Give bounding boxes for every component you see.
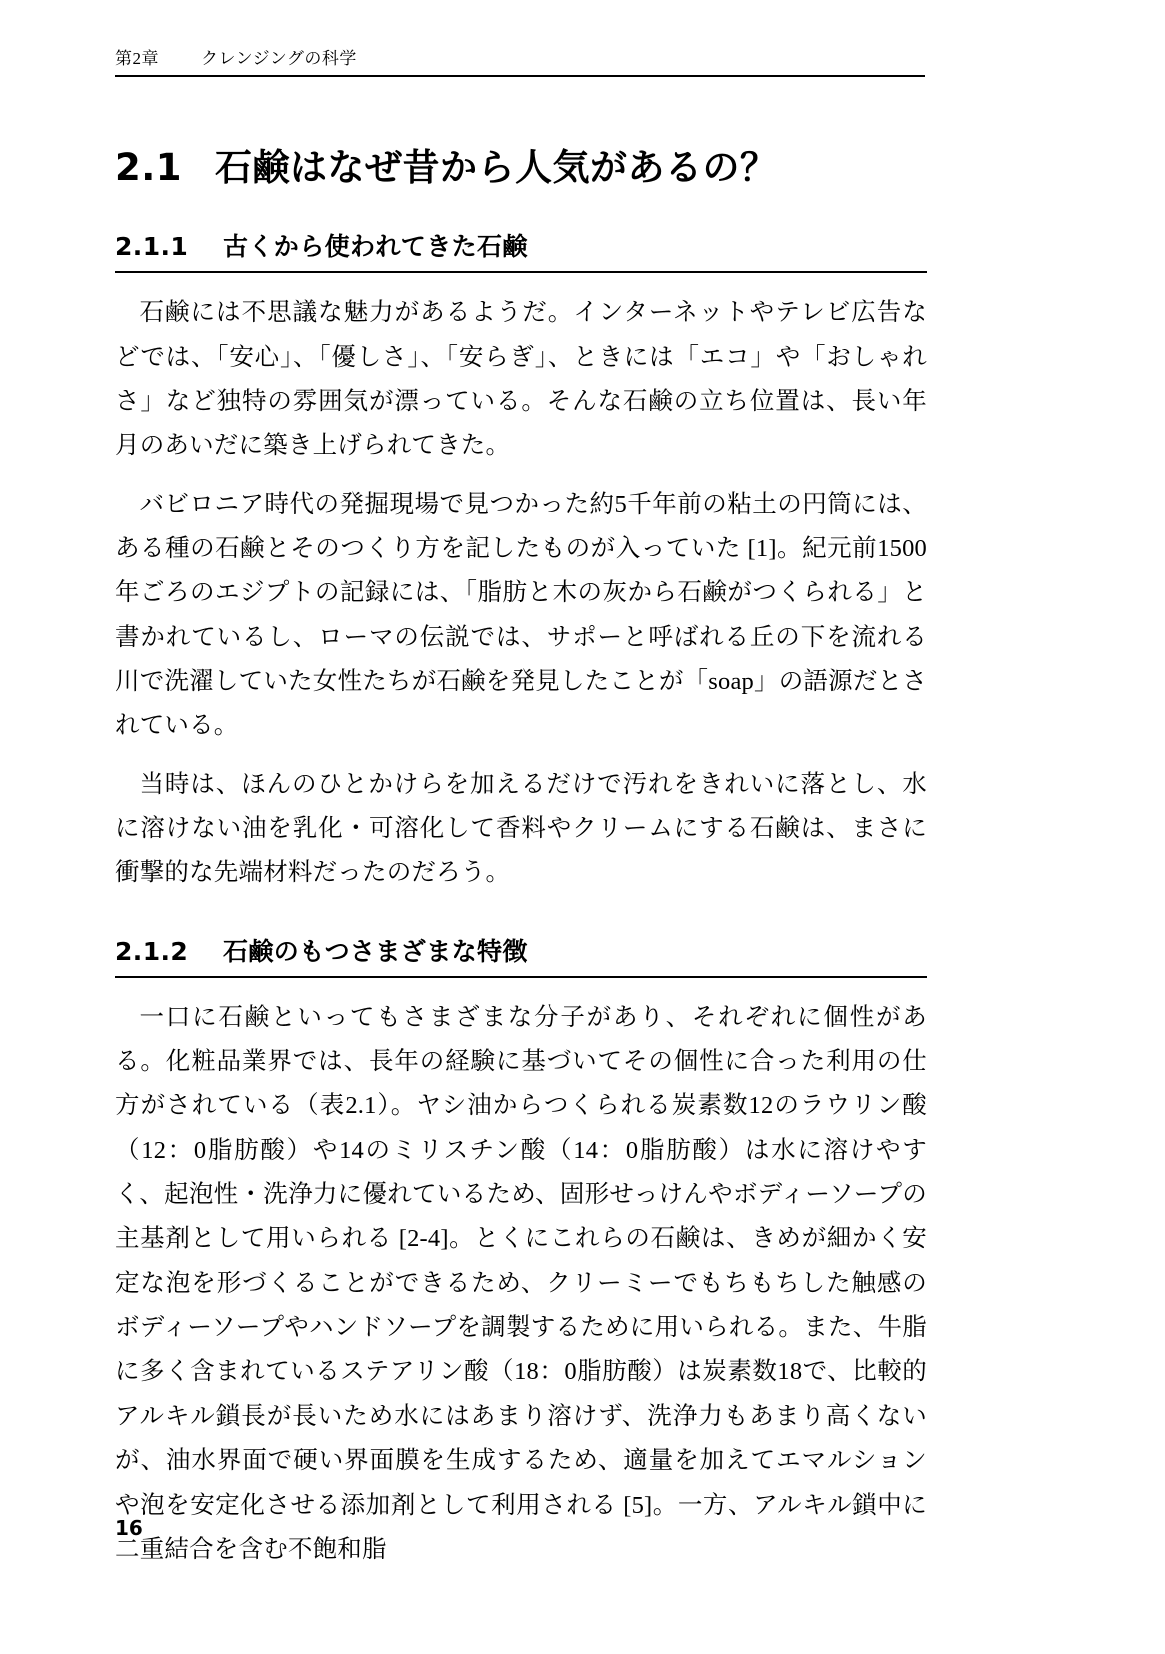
section-title-text: 石鹸はなぜ昔から人気があるの？: [215, 146, 778, 189]
page-number: 16: [115, 1516, 143, 1540]
subsection-title-text: 古くから使われてきた石鹸: [223, 232, 528, 262]
subsection-number: 2.1.2: [115, 936, 189, 966]
running-head: [115, 44, 925, 69]
paragraph: 当時は、ほんのひとかけらを加えるだけで汚れをきれいに落とし、水に溶けない油を乳化・可溶化して香料やクリームにする石鹸は、まさに衝撃的な先端材料だったのだろう。: [115, 770, 927, 887]
running-head-chapter-number: 第2章: [115, 49, 159, 68]
subsection-title-text: 石鹸のもつさまざまな特徴: [223, 936, 528, 966]
subsection-number: 2.1.1: [115, 232, 189, 262]
paragraph: バビロニア時代の発掘現場で見つかった約5千年前の粘土の円筒には、ある種の石鹸とそのつくり方を記したものが入っていた [1]。紀元前1500年ごろのエジプトの記録には、「脂肪と木の灰から石鹸がつくられる」と書かれているし、ローマの伝説では、サポーと呼ばれる丘の下を流れる川で洗濯していた女性たちが石鹸を発見したことが「soap」の語源だとされている。: [115, 490, 927, 740]
paragraph: 一口に石鹸といってもさまざまな分子があり、それぞれに個性がある。化粧品業界では、長年の経験に基づいてその個性に合った利用の仕方がされている（表2.1）。ヤシ油からつくられる炭素数12のラウリン酸（12：0脂肪酸）や14のミリスチン酸（14：0脂肪酸）は水に溶けやすく、起泡性・洗浄力に優れているため、固形せっけんやボディーソープの主基剤として用いられる [2-4]。とくにこれらの石鹸は、きめが細かく安定な泡を形づくることができるため、クリーミーでもちもちした触感のボディーソープやハンドソープを調製するために用いられる。また、牛脂に多く含まれているステアリン酸（18：0脂肪酸）は炭素数18で、比較的アルキル鎖長が長いため水にはあまり溶けず、洗浄力もあまり高くないが、油水界面で硬い界面膜を生成するため、適量を加えてエマルションや泡を安定化させる添加剤として利用される [5]。一方、アルキル鎖中に二重結合を含む不飽和脂: [115, 1003, 927, 1563]
running-head-rule: [115, 75, 925, 77]
section-heading: [115, 145, 927, 191]
subsection-heading-2-1-1: [115, 227, 927, 273]
paragraph: 石鹸には不思議な魅力があるようだ。インターネットやテレビ広告などでは、「安心」、「優しさ」、「安らぎ」、ときには「エコ」や「おしゃれさ」など独特の雰囲気が漂っている。そんな石鹸の立ち位置は、長い年月のあいだに築き上げられてきた。: [115, 299, 927, 460]
subsection-heading-2-1-2: [115, 932, 927, 978]
section-number: 2.1: [115, 146, 183, 189]
running-head-chapter-title: クレンジングの科学: [201, 49, 357, 68]
page-content: [115, 145, 927, 1572]
